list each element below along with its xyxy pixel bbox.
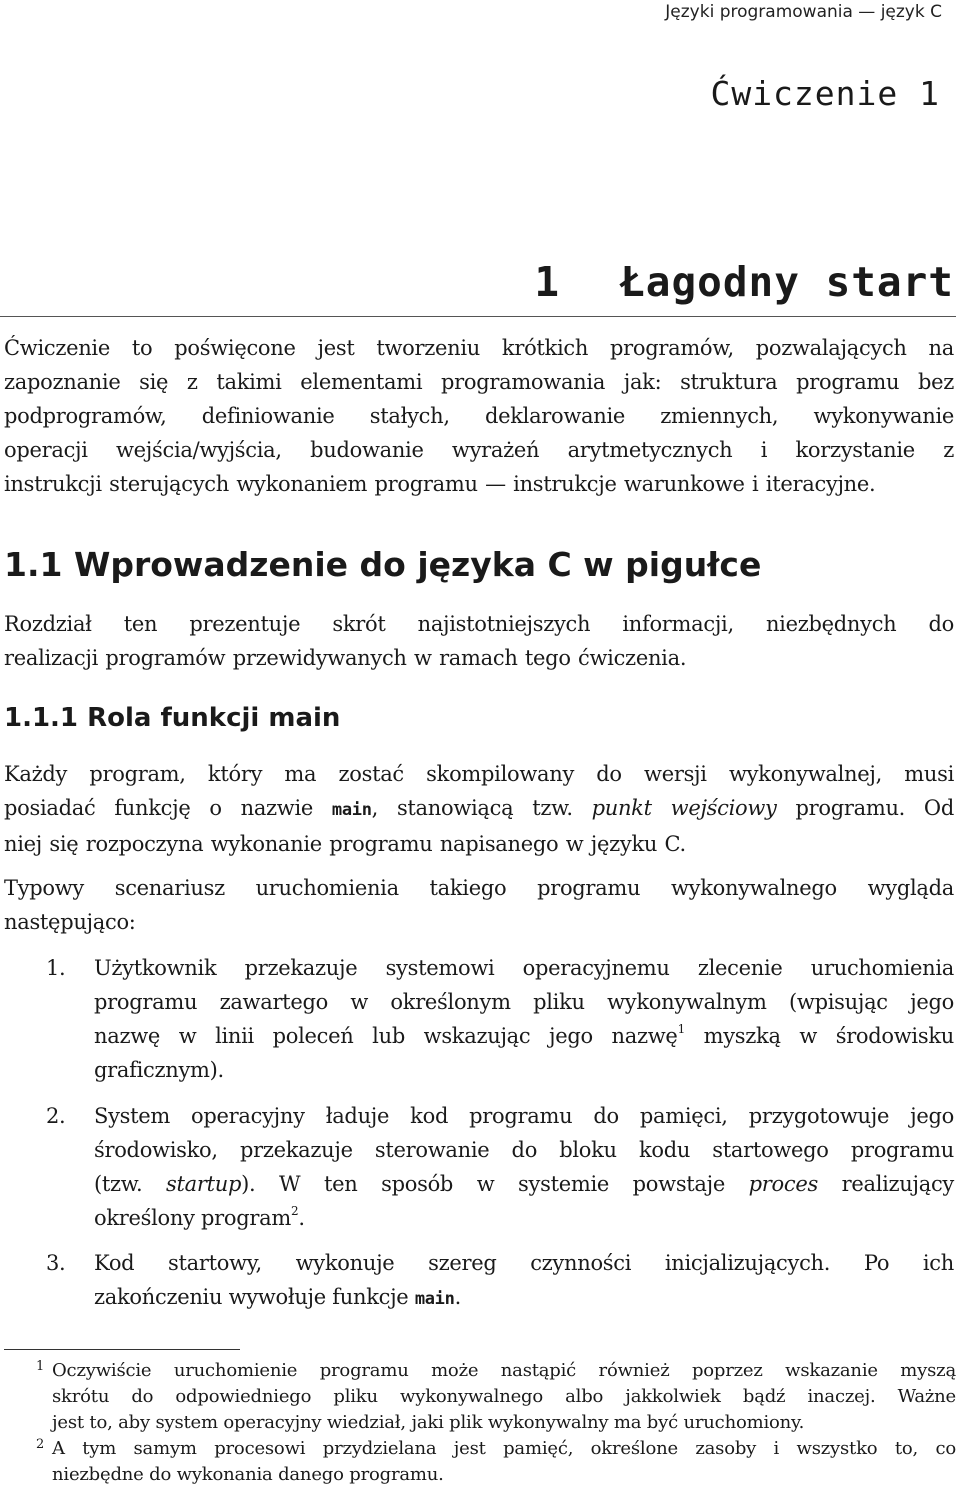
footnote-mark: 2 bbox=[36, 1437, 45, 1452]
list-item-body bbox=[94, 951, 954, 1087]
text-line: Kod startowy, wykonuje szereg czynności inicjalizujących. Po ich bbox=[94, 1251, 954, 1275]
text-line: posiadać funkcję o nazwie main, stanowiącą tzw. punkt wejściowy programu. Od bbox=[4, 796, 954, 820]
subsection-heading: 1.1.1 Rola funkcji main bbox=[4, 703, 341, 733]
text-line: Użytkownik przekazuje systemowi operacyjnemu zlecenie uruchomienia bbox=[94, 956, 954, 980]
text-line: Typowy scenariusz uruchomienia takiego programu wykonywalnego wygląda bbox=[4, 876, 954, 900]
term-process: proces bbox=[748, 1172, 818, 1196]
text-line: Oczywiście uruchomienie programu może nastąpić również poprzez wskazanie myszą bbox=[52, 1360, 956, 1381]
text-line: podprogramów, definiowanie stałych, deklarowanie zmiennych, wykonywanie bbox=[4, 404, 954, 428]
text-line: zakończeniu wywołuje funkcje main. bbox=[94, 1285, 461, 1309]
running-header: Języki programowania — język C bbox=[665, 2, 942, 22]
list-item-body bbox=[94, 1099, 954, 1235]
footnote-ref: 1 bbox=[677, 1022, 685, 1036]
footnote-body bbox=[52, 1358, 956, 1436]
intro-paragraph bbox=[4, 331, 954, 501]
text-line: Rozdział ten prezentuje skrót najistotniejszych informacji, niezbędnych do bbox=[4, 612, 954, 636]
exercise-title: Ćwiczenie 1 bbox=[710, 74, 940, 113]
footnote-body bbox=[52, 1436, 956, 1488]
text-line: instrukcji sterujących wykonaniem programu — instrukcje warunkowe i iteracyjne. bbox=[4, 472, 876, 496]
code-main: main bbox=[331, 800, 372, 820]
text-line: określony program$^2$. bbox=[94, 1204, 305, 1230]
text-line: nazwę w linii poleceń lub wskazując jego nazwę$^1$ myszką w środowisku bbox=[94, 1022, 954, 1048]
section-paragraph bbox=[4, 607, 954, 675]
chapter-heading bbox=[534, 258, 954, 306]
section-heading: 1.1 Wprowadzenie do języka C w pigułce bbox=[4, 545, 762, 584]
text-line: niej się rozpoczyna wykonanie programu napisanego w języku C. bbox=[4, 832, 686, 856]
text-line: System operacyjny ładuje kod programu do pamięci, przygotowuje jego bbox=[94, 1104, 954, 1128]
list-number: 3. bbox=[46, 1251, 66, 1275]
list-number: 2. bbox=[46, 1104, 66, 1128]
chapter-title: Łagodny start bbox=[620, 258, 954, 306]
list-item-body bbox=[94, 1246, 954, 1316]
text-line: zapoznanie się z takimi elementami programowania jak: struktura programu bez bbox=[4, 370, 954, 394]
chapter-rule bbox=[0, 316, 956, 317]
list-number: 1. bbox=[46, 956, 66, 980]
text-line: następująco: bbox=[4, 910, 136, 934]
text-line: skrótu do odpowiedniego pliku wykonywalnego albo jakkolwiek bądź inaczej. Ważne bbox=[52, 1386, 956, 1407]
text-line: (tzw. startup). W ten sposób w systemie powstaje proces realizujący bbox=[94, 1172, 954, 1196]
term-startup: startup bbox=[166, 1172, 242, 1196]
code-main: main bbox=[414, 1289, 455, 1309]
term-entry-point: punkt wejściowy bbox=[591, 796, 777, 820]
text-line: jest to, aby system operacyjny wiedział, jaki plik wykonywalny ma być uruchomiony. bbox=[52, 1412, 805, 1433]
text-line: A tym samym procesowi przydzielana jest pamięć, określone zasoby i wszystko to, co bbox=[52, 1438, 956, 1459]
text-line: realizacji programów przewidywanych w ramach tego ćwiczenia. bbox=[4, 646, 687, 670]
text-line: Ćwiczenie to poświęcone jest tworzeniu krótkich programów, pozwalających na bbox=[4, 336, 954, 360]
footnote-mark: 1 bbox=[36, 1359, 45, 1374]
text-line: środowisko, przekazuje sterowanie do bloku kodu startowego programu bbox=[94, 1138, 954, 1162]
chapter-number: 1 bbox=[534, 258, 561, 306]
text-line: programu zawartego w określonym pliku wykonywalnym (wpisując jego bbox=[94, 990, 954, 1014]
scenario-paragraph bbox=[4, 871, 954, 939]
text-line: graficznym). bbox=[94, 1058, 224, 1082]
footnote-ref: 2 bbox=[290, 1204, 299, 1218]
text-line: operacji wejścia/wyjścia, budowanie wyrażeń arytmetycznych i korzystanie z bbox=[4, 438, 954, 462]
text-line: niezbędne do wykonania danego programu. bbox=[52, 1464, 444, 1485]
footnote-rule bbox=[4, 1349, 240, 1350]
main-function-paragraph bbox=[4, 757, 954, 861]
text-line: Każdy program, który ma zostać skompilowany do wersji wykonywalnej, musi bbox=[4, 762, 954, 786]
